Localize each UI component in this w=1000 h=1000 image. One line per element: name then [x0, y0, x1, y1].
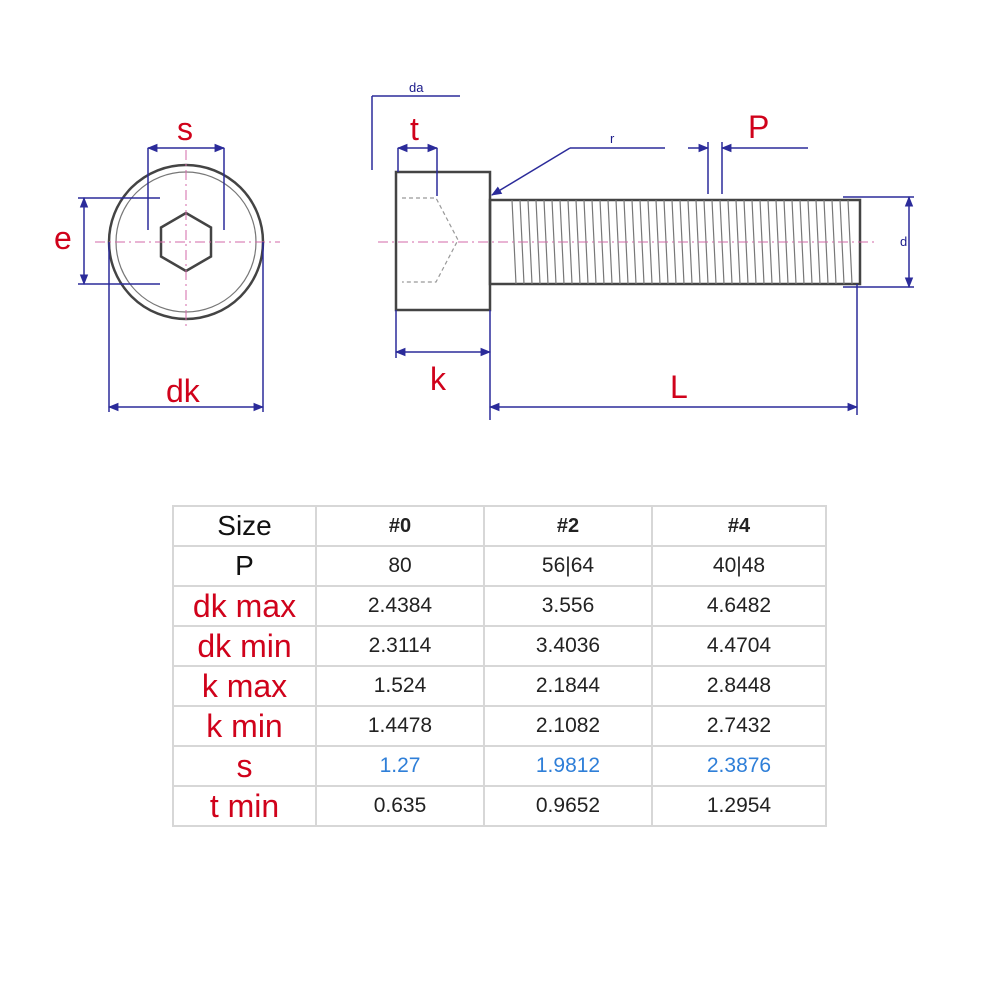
cell: 1.524: [316, 666, 484, 706]
cell: 2.8448: [652, 666, 826, 706]
cell: 80: [316, 546, 484, 586]
row-label: dk min: [173, 626, 316, 666]
row-label: P: [173, 546, 316, 586]
label-e: e: [54, 220, 72, 256]
table-row: [173, 666, 826, 706]
bolt-head: [396, 172, 490, 310]
cell: 1.2954: [652, 786, 826, 826]
table-row: [173, 626, 826, 666]
table-row: [173, 706, 826, 746]
label-dk: dk: [166, 373, 200, 409]
cell: 4.6482: [652, 586, 826, 626]
row-label: s: [173, 746, 316, 786]
cell: 3.4036: [484, 626, 652, 666]
table-row: [173, 586, 826, 626]
cell: 3.556: [484, 586, 652, 626]
cell: 0.635: [316, 786, 484, 826]
table-row: [173, 546, 826, 586]
label-t: t: [410, 111, 419, 147]
cell: 2.3114: [316, 626, 484, 666]
cell: 2.3876: [652, 746, 826, 786]
row-label: k min: [173, 706, 316, 746]
cell: 1.9812: [484, 746, 652, 786]
spec-table: [172, 505, 827, 827]
header-size: Size: [173, 506, 316, 546]
label-da: da: [409, 80, 424, 95]
cell: 56|64: [484, 546, 652, 586]
row-label: dk max: [173, 586, 316, 626]
cell: 1.27: [316, 746, 484, 786]
table-row: [173, 746, 826, 786]
cell: 2.7432: [652, 706, 826, 746]
cell: 2.4384: [316, 586, 484, 626]
cell: 0.9652: [484, 786, 652, 826]
cell: 1.4478: [316, 706, 484, 746]
table-header-row: [173, 506, 826, 546]
label-s: s: [177, 111, 193, 147]
label-r: r: [610, 131, 615, 146]
label-k: k: [430, 361, 446, 397]
row-label: k max: [173, 666, 316, 706]
cell: 2.1844: [484, 666, 652, 706]
row-label: t min: [173, 786, 316, 826]
header-size-2: #2: [484, 506, 652, 546]
header-size-4: #4: [652, 506, 826, 546]
cell: 2.1082: [484, 706, 652, 746]
hex-socket-hidden: [402, 198, 458, 282]
label-P: P: [748, 109, 770, 145]
cell: 4.4704: [652, 626, 826, 666]
header-size-0: #0: [316, 506, 484, 546]
side-view: [372, 96, 914, 420]
label-d: d: [900, 234, 908, 249]
table-row: [173, 786, 826, 826]
label-L: L: [670, 369, 688, 405]
cell: 40|48: [652, 546, 826, 586]
